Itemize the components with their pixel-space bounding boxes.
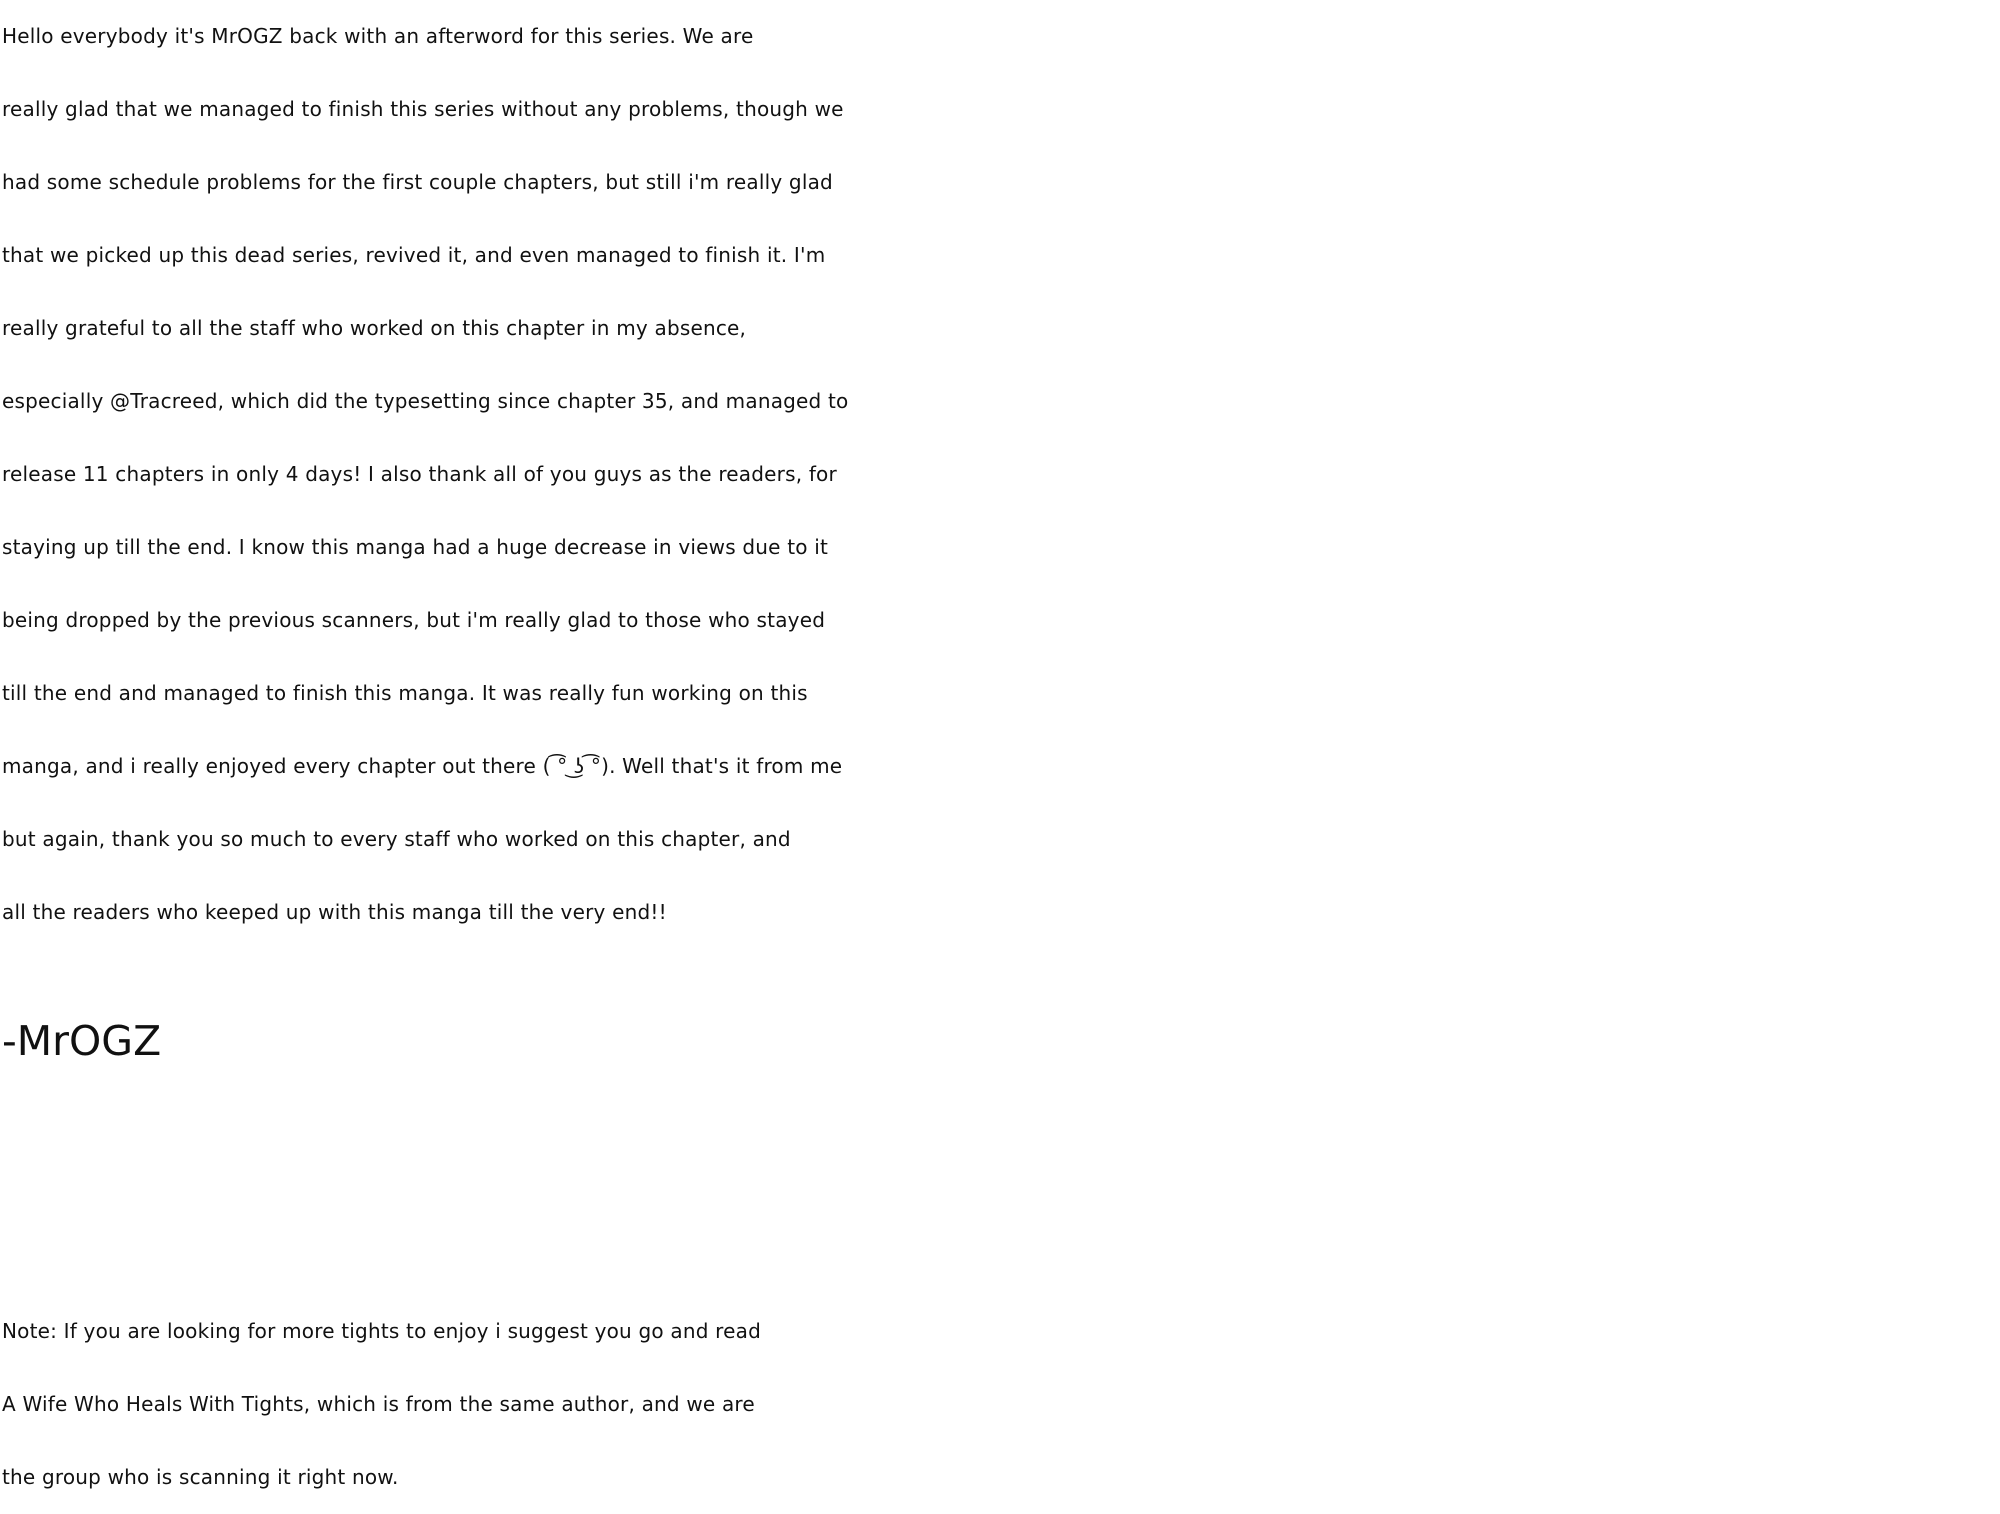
note-line: A Wife Who Heals With Tights, which is from the same author, and we are — [2, 1392, 755, 1416]
afterword-line: all the readers who keeped up with this manga till the very end!! — [2, 900, 667, 924]
afterword-line: release 11 chapters in only 4 days! I also thank all of you guys as the readers, for — [2, 462, 837, 486]
afterword-line: that we picked up this dead series, revived it, and even managed to finish it. I'm — [2, 243, 826, 267]
afterword-line: had some schedule problems for the first couple chapters, but still i'm really glad — [2, 170, 833, 194]
recommendation-note — [2, 1295, 1998, 1514]
author-signature: -MrOGZ — [2, 1017, 162, 1065]
afterword-line: Hello everybody it's MrOGZ back with an afterword for this series. We are — [2, 24, 754, 48]
afterword-line: especially @Tracreed, which did the typesetting since chapter 35, and managed to — [2, 389, 849, 413]
afterword-line: being dropped by the previous scanners, but i'm really glad to those who stayed — [2, 608, 826, 632]
afterword-line: till the end and managed to finish this manga. It was really fun working on this — [2, 681, 808, 705]
afterword-line: staying up till the end. I know this manga had a huge decrease in views due to it — [2, 535, 829, 559]
afterword-line: really glad that we managed to finish this series without any problems, though we — [2, 97, 844, 121]
note-line: the group who is scanning it right now. — [2, 1465, 399, 1489]
afterword-line: manga, and i really enjoyed every chapter out there ( ͡° ͜ʖ ͡°). Well that's it from me — [2, 754, 843, 778]
afterword-line: but again, thank you so much to every staff who worked on this chapter, and — [2, 827, 791, 851]
note-line: Note: If you are looking for more tights to enjoy i suggest you go and read — [2, 1319, 761, 1343]
afterword-line: really grateful to all the staff who worked on this chapter in my absence, — [2, 316, 747, 340]
afterword-text — [2, 0, 1998, 949]
